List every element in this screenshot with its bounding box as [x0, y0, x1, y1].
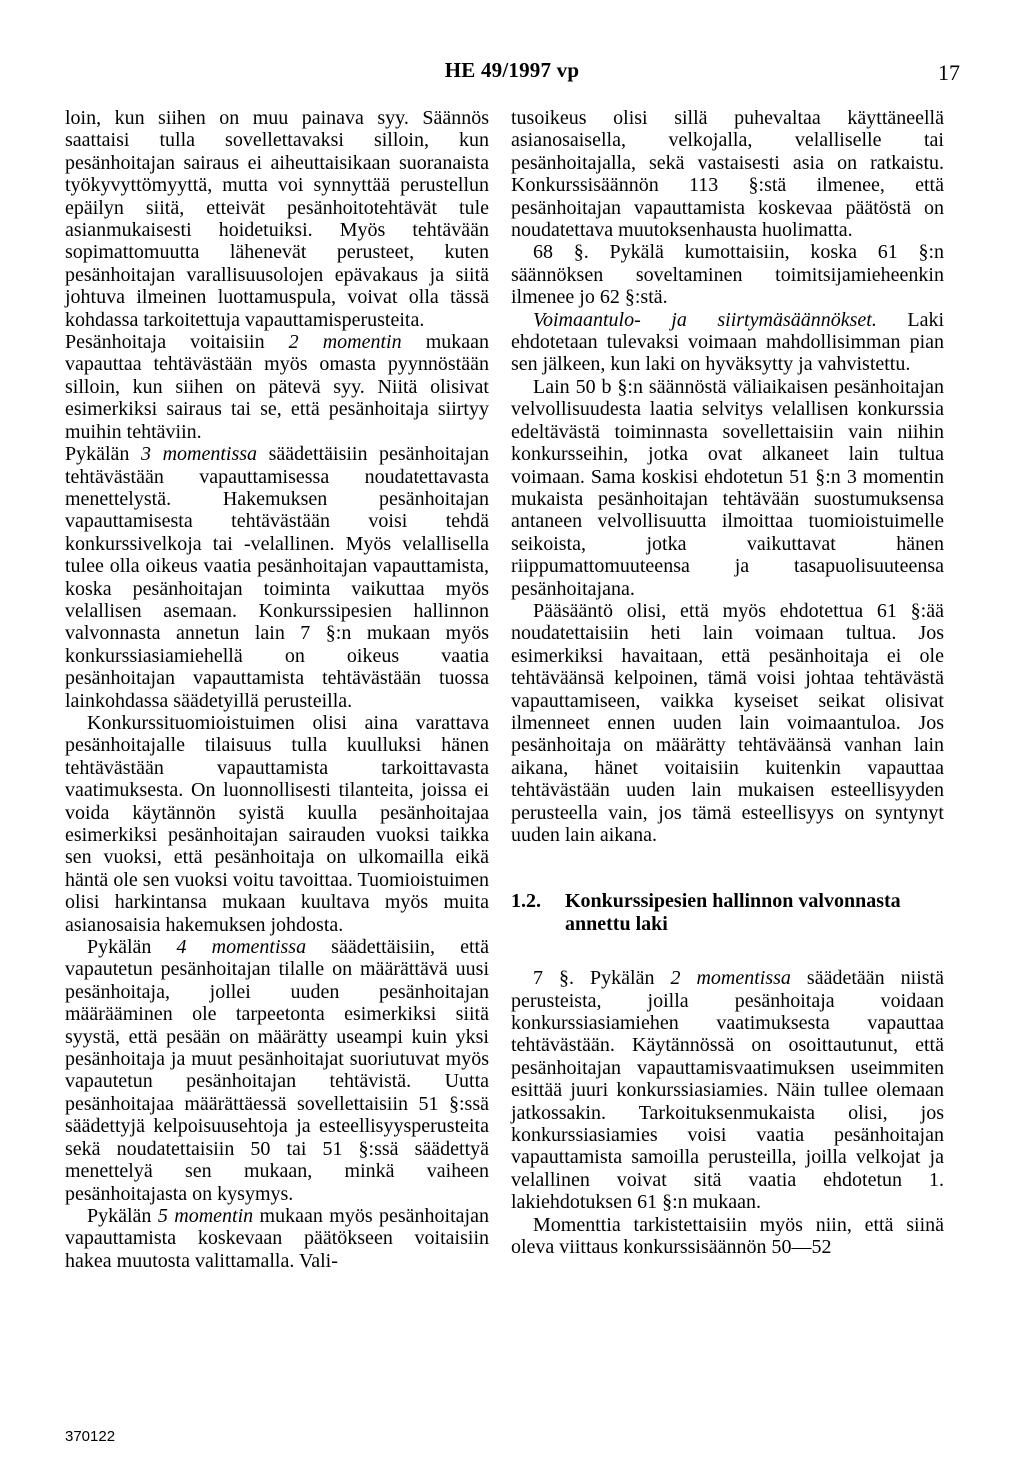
section-number: 1.2. — [511, 890, 541, 913]
paragraph — [65, 107, 489, 331]
paragraph-text: 68 §. Pykälä kumottaisiin, koska 61 §:n säännöksen soveltaminen toimitsijamieheenkin ilmenee jo 62 §:stä. — [511, 241, 944, 309]
emphasis-text: 2 momentin — [288, 331, 402, 354]
paragraph — [511, 107, 944, 241]
paragraph-text: Konkurssituomioistuimen olisi aina varattava pesänhoitajalle tilaisuus tulla kuulluksi hänen tehtävästään vapauttamista tarkoittavasta vaatimuksesta. On luonnollisesti tilanteita, joissa ei voida käytännön syistä kuulla pesänhoitajaa esimerkiksi pesänhoitajan sairauden vuoksi taikka sen vuoksi, että pesänhoitaja on ulkomailla eikä häntä ole sen vuoksi voitu tavoittaa. Tuomioistuimen olisi harkintansa mukaan kuultava myös muita asianosaisia hakemuksen johdosta. — [65, 711, 489, 936]
paragraph-text: 7 §. Pykälän — [533, 967, 671, 990]
paragraph-text: Momenttia tarkistettaisiin myös niin, että siinä oleva viittaus konkurssisäännön 50—52 — [511, 1213, 944, 1259]
emphasis-text: 4 momentissa — [176, 936, 307, 959]
paragraph-text: Pykälän — [87, 1204, 158, 1227]
footer-code: 370122 — [65, 1428, 116, 1445]
paragraph — [65, 443, 489, 712]
document-title: HE 49/1997 vp — [444, 58, 580, 82]
paragraph-text: tusoikeus olisi sillä puhevaltaa käyttäneellä asianosaisella, velkojalla, velalliselle tai pesänhoitajalla, sekä vastaisesti asia on ratkaistu. Konkurssisäännön 113 §:stä ilmenee, että pesänhoitajan vapauttamista koskevaa päätöstä on noudatettava muutoksenhausta huolimatta. — [511, 107, 944, 242]
paragraph-text: mukaan vapauttaa tehtävästään myös omasta pyynnöstään silloin, kun siihen on pätevä syy. Niitä olisivat esimerkiksi sairaus tai se, että pesänhoitaja siirtyy muihin tehtäviin. — [65, 331, 490, 443]
emphasis-text: 3 momentissa — [141, 443, 258, 466]
paragraph — [511, 376, 944, 600]
paragraph-text: loin, kun siihen on muu painava syy. Säännös saattaisi tulla sovellettavaksi silloin, kun pesänhoitajan sairaus ei aiheuttaisikaan suoranaista työkyvyttömyyttä, mutta voi synnyttää perustellun epäilyn siitä, etteivät pesänhoitotehtävät tule asianmukaisesti hoidetuiksi. Myös tehtävään sopimattomuutta lähenevät perusteet, kuten pesänhoitajan varallisuusolojen epävakaus ja siitä johtuva ilmeinen luottamuspula, voivat olla tässä kohdassa tarkoitettuja vapauttamisperusteita. — [65, 107, 489, 331]
paragraph-text: Pykälän — [65, 443, 142, 466]
paragraph-text: mukaan myös pesänhoitajan vapauttamista koskevaan päätökseen voitaisiin hakea muutosta valittamalla. Vali- — [65, 1204, 489, 1272]
paragraph-text: säädettäisiin pesänhoitajan tehtävästään vapauttamisessa noudatettavasta menettelystä. Hakemuksen pesänhoitajan vapauttamisesta tehtävästään voisi tehdä konkurssivelkoja tai -velallinen. Myös velallisella tulee olla oikeus vaatia pesänhoitajan vapauttamista, koska pesänhoitajan toiminta vaikuttaa myös velallisen asemaan. Konkurssipesien hallinnon valvonnasta annetun lain 7 §:n mukaan myös konkurssiasiamiehellä on oikeus vaatia pesänhoitajan vapauttamista tehtävästään tuossa lainkohdassa säädetyillä perusteilla. — [65, 443, 489, 712]
left-column — [65, 107, 489, 1272]
paragraph — [65, 1205, 489, 1272]
paragraph — [511, 967, 944, 1213]
section-heading — [511, 890, 944, 935]
paragraph-text: Lain 50 b §:n säännöstä väliaikaisen pesänhoitajan velvollisuudesta laatia selvitys velallisen konkurssia edeltävästä toiminnasta sovellettaisiin vain niihin konkursseihin, jotka ovat alkaneet lain tultua voimaan. Sama koskisi ehdotetun 51 §:n 3 momentin mukaista pesänhoitajan tehtävään suostumuksensa antaneen velvollisuutta ilmoittaa tuomioistuimelle seikoista, jotka vaikuttavat hänen riippumattomuuteensa ja tasapuolisuuteensa pesänhoitajana. — [511, 375, 944, 600]
paragraph-text: säädettäisiin, että vapautetun pesänhoitajan tilalle on määrättävä uusi pesänhoitaja, jollei uuden pesänhoitajan määrääminen ole tarpeetonta esimerkiksi siitä syystä, että pesään on määrätty useampi kuin yksi pesänhoitaja ja muut pesänhoitajat suoriutuvat myös vapautetun pesänhoitajan tehtävistä. Uutta pesänhoitajaa määrättäessä sovellettaisiin 51 §:ssä säädettyjä kelpoisuusehtoja ja esteellisyysperusteita sekä noudatettaisiin 50 tai 51 §:ssä säädettyä menettelyä sen mukaan, minkä vaiheen pesänhoitajasta on kysymys. — [65, 936, 489, 1205]
paragraph — [65, 712, 489, 936]
paragraph-text: Pykälän — [87, 936, 177, 959]
paragraph — [65, 331, 489, 443]
paragraph — [511, 309, 944, 376]
paragraph — [511, 600, 944, 846]
emphasis-text: 5 momentin — [157, 1204, 254, 1227]
paragraph-text: Pääsääntö olisi, että myös ehdotettua 61 §:ää noudatettaisiin heti lain voimaan tultua. Jos esimerkiksi havaitaan, että pesänhoitaja ei ole tehtäväänsä kelpoinen, tämä voisi johtaa tehtävästä vapauttamiseen, vaikka kyseiset seikat olisivat ilmenneet ennen uuden lain voimaantuloa. Jos pesänhoitaja on määrätty tehtäväänsä vanhan lain aikana, hänet voitaisiin kuitenkin vapauttaa tehtävästään uuden lain mukaisen esteellisyyden perusteella vain, jos tämä esteellisyys on syntynyt uuden lain aikana. — [511, 599, 944, 846]
paragraph-text: Laki ehdotetaan tulevaksi voimaan mahdollisimman pian sen jälkeen, kun laki on hyväksytty ja vahvistettu. — [511, 308, 945, 376]
page-header — [0, 58, 1024, 92]
right-column — [511, 107, 944, 1259]
paragraph — [511, 241, 944, 308]
emphasis-text: 2 momentissa — [670, 967, 791, 990]
emphasis-text: Voimaantulo- ja siirtymäsäännökset. — [533, 308, 877, 331]
page-number: 17 — [938, 60, 960, 85]
paragraph-text: säädetään niistä perusteista, joilla pesänhoitaja voidaan konkurssiasiamiehen vaatimuksesta vapauttaa tehtävästään. Käytännössä on osoittautunut, että pesänhoitajan vapauttamisvaatimuksen useimmiten esittää juuri konkurssiasiamies. Näin tullee olemaan jatkossakin. Tarkoituksenmukaista olisi, jos konkurssiasiamies voisi vaatia pesänhoitajan vapauttamista samoilla perusteilla, joilla velkojat ja velallinen voivat sitä vaatia ehdotetun 1. lakiehdotuksen 61 §:n mukaan. — [511, 967, 944, 1214]
paragraph — [511, 1214, 944, 1259]
paragraph-text: Pesänhoitaja voitaisiin — [65, 331, 289, 354]
paragraph — [65, 936, 489, 1205]
section-title: Konkurssipesien hallinnon valvonnasta annettu laki — [565, 890, 901, 935]
